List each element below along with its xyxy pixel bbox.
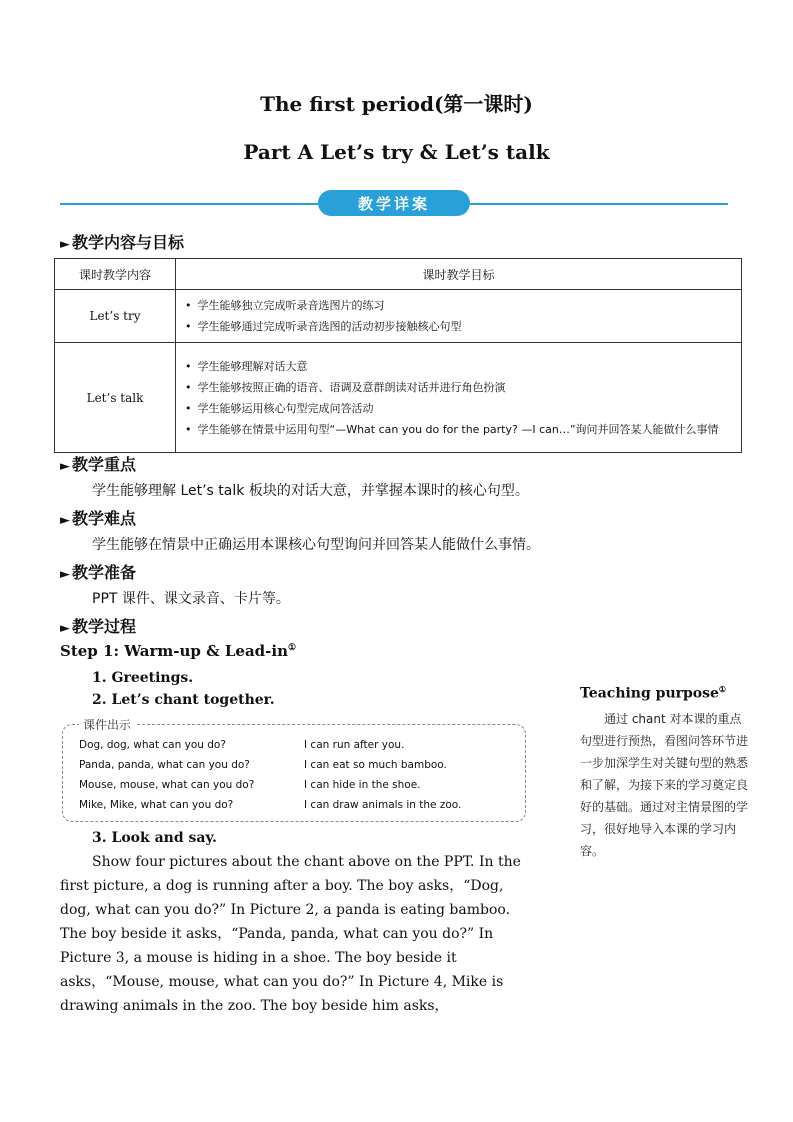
table-header-row <box>55 259 742 290</box>
goal-item: • 学生能够按照正确的语音、语调及意群朗读对话并进行角色扮演 <box>185 377 732 398</box>
banner-label: 教学详案 <box>357 194 430 213</box>
goal-item: • 学生能够通过完成听录音选图的活动初步接触核心句型 <box>185 316 732 337</box>
teaching-purpose-text: 通过 chant 对本课的重点句型进行预热，看图问答环节进一步加深学生对关键句型的熟悉和了解，为接下来的学习奠定良好的基础。通过对主情景图的学习，很好地导入本课的学习内容。 <box>580 712 749 858</box>
step-item: 3. Look and say. <box>92 830 217 846</box>
section-banner <box>60 190 728 218</box>
difficult-points-text: 学生能够在情景中正确运用本课核心句型询问并回答某人能做什么事情。 <box>92 537 540 553</box>
difficult-points-heading: ► 教学难点 <box>60 509 137 528</box>
step-item: 1. Greetings. <box>92 670 194 686</box>
key-points-heading: ► 教学重点 <box>60 455 137 474</box>
table-cell-goals <box>176 343 742 453</box>
banner-pill <box>318 190 470 216</box>
objectives-heading: ► 教学内容与目标 <box>60 233 185 252</box>
triangle-bullet-icon: ► <box>60 621 70 636</box>
table-header-content: 课时教学内容 <box>55 259 176 290</box>
triangle-bullet-icon: ► <box>60 567 70 582</box>
preparation-text: PPT 课件、课文录音、卡片等。 <box>92 591 290 607</box>
goal-item: • 学生能够理解对话大意 <box>185 356 732 377</box>
page-title: The first period(第一课时) <box>260 92 533 116</box>
teaching-purpose-title: Teaching purpose① <box>580 684 727 702</box>
page-subtitle: Part A Let’s try & Let’s talk <box>243 140 550 164</box>
chant-box: 课件出示 Dog, dog, what can you do? I can run after you. Panda, panda, what can you do? I can eat so much bamboo. Mouse, mouse, what can you do? I can hide in the shoe. Mike, Mike, what can you do? I can draw animals in the zoo. <box>62 724 526 822</box>
goal-item: • 学生能够运用核心句型完成问答活动 <box>185 398 732 419</box>
table-cell-content: Let’s talk <box>55 343 176 453</box>
table-row <box>55 290 742 343</box>
goal-item: • 学生能够独立完成听录音选图片的练习 <box>185 295 732 316</box>
triangle-bullet-icon: ► <box>60 237 70 252</box>
step-item: 2. Let’s chant together. <box>92 692 275 708</box>
table-cell-content: Let’s try <box>55 290 176 343</box>
table-cell-goals <box>176 290 742 343</box>
chant-tag: 课件出示 <box>79 716 135 733</box>
triangle-bullet-icon: ► <box>60 513 70 528</box>
footnote-marker: ① <box>287 643 297 653</box>
objectives-table <box>54 258 742 453</box>
goal-item: • 学生能够在情景中运用句型“—What can you do for the party? —I can…”询问并回答某人能做什么事情 <box>185 419 732 440</box>
table-row <box>55 343 742 453</box>
preparation-heading: ► 教学准备 <box>60 563 137 582</box>
footnote-marker: ① <box>718 684 727 694</box>
step1-title: Step 1: Warm-up & Lead-in① <box>60 642 297 660</box>
triangle-bullet-icon: ► <box>60 459 70 474</box>
table-header-goals: 课时教学目标 <box>176 259 742 290</box>
body-paragraph: Show four pictures about the chant above on the PPT. In the first picture, a dog is running after a boy. The boy asks，“Dog, dog, what can you do?” In Picture 2, a panda is eating bamboo. The boy beside it asks，“Panda, panda, what can you do?” In Picture 3, a mouse is hiding in a shoe. The boy beside it asks，“Mouse, mouse, what can you do?” In Picture 4, Mike is drawing animals in the zoo. The boy beside him asks， <box>60 854 521 1014</box>
key-points-text: 学生能够理解 Let’s talk 板块的对话大意，并掌握本课时的核心句型。 <box>92 483 529 499</box>
process-heading: ► 教学过程 <box>60 617 137 636</box>
